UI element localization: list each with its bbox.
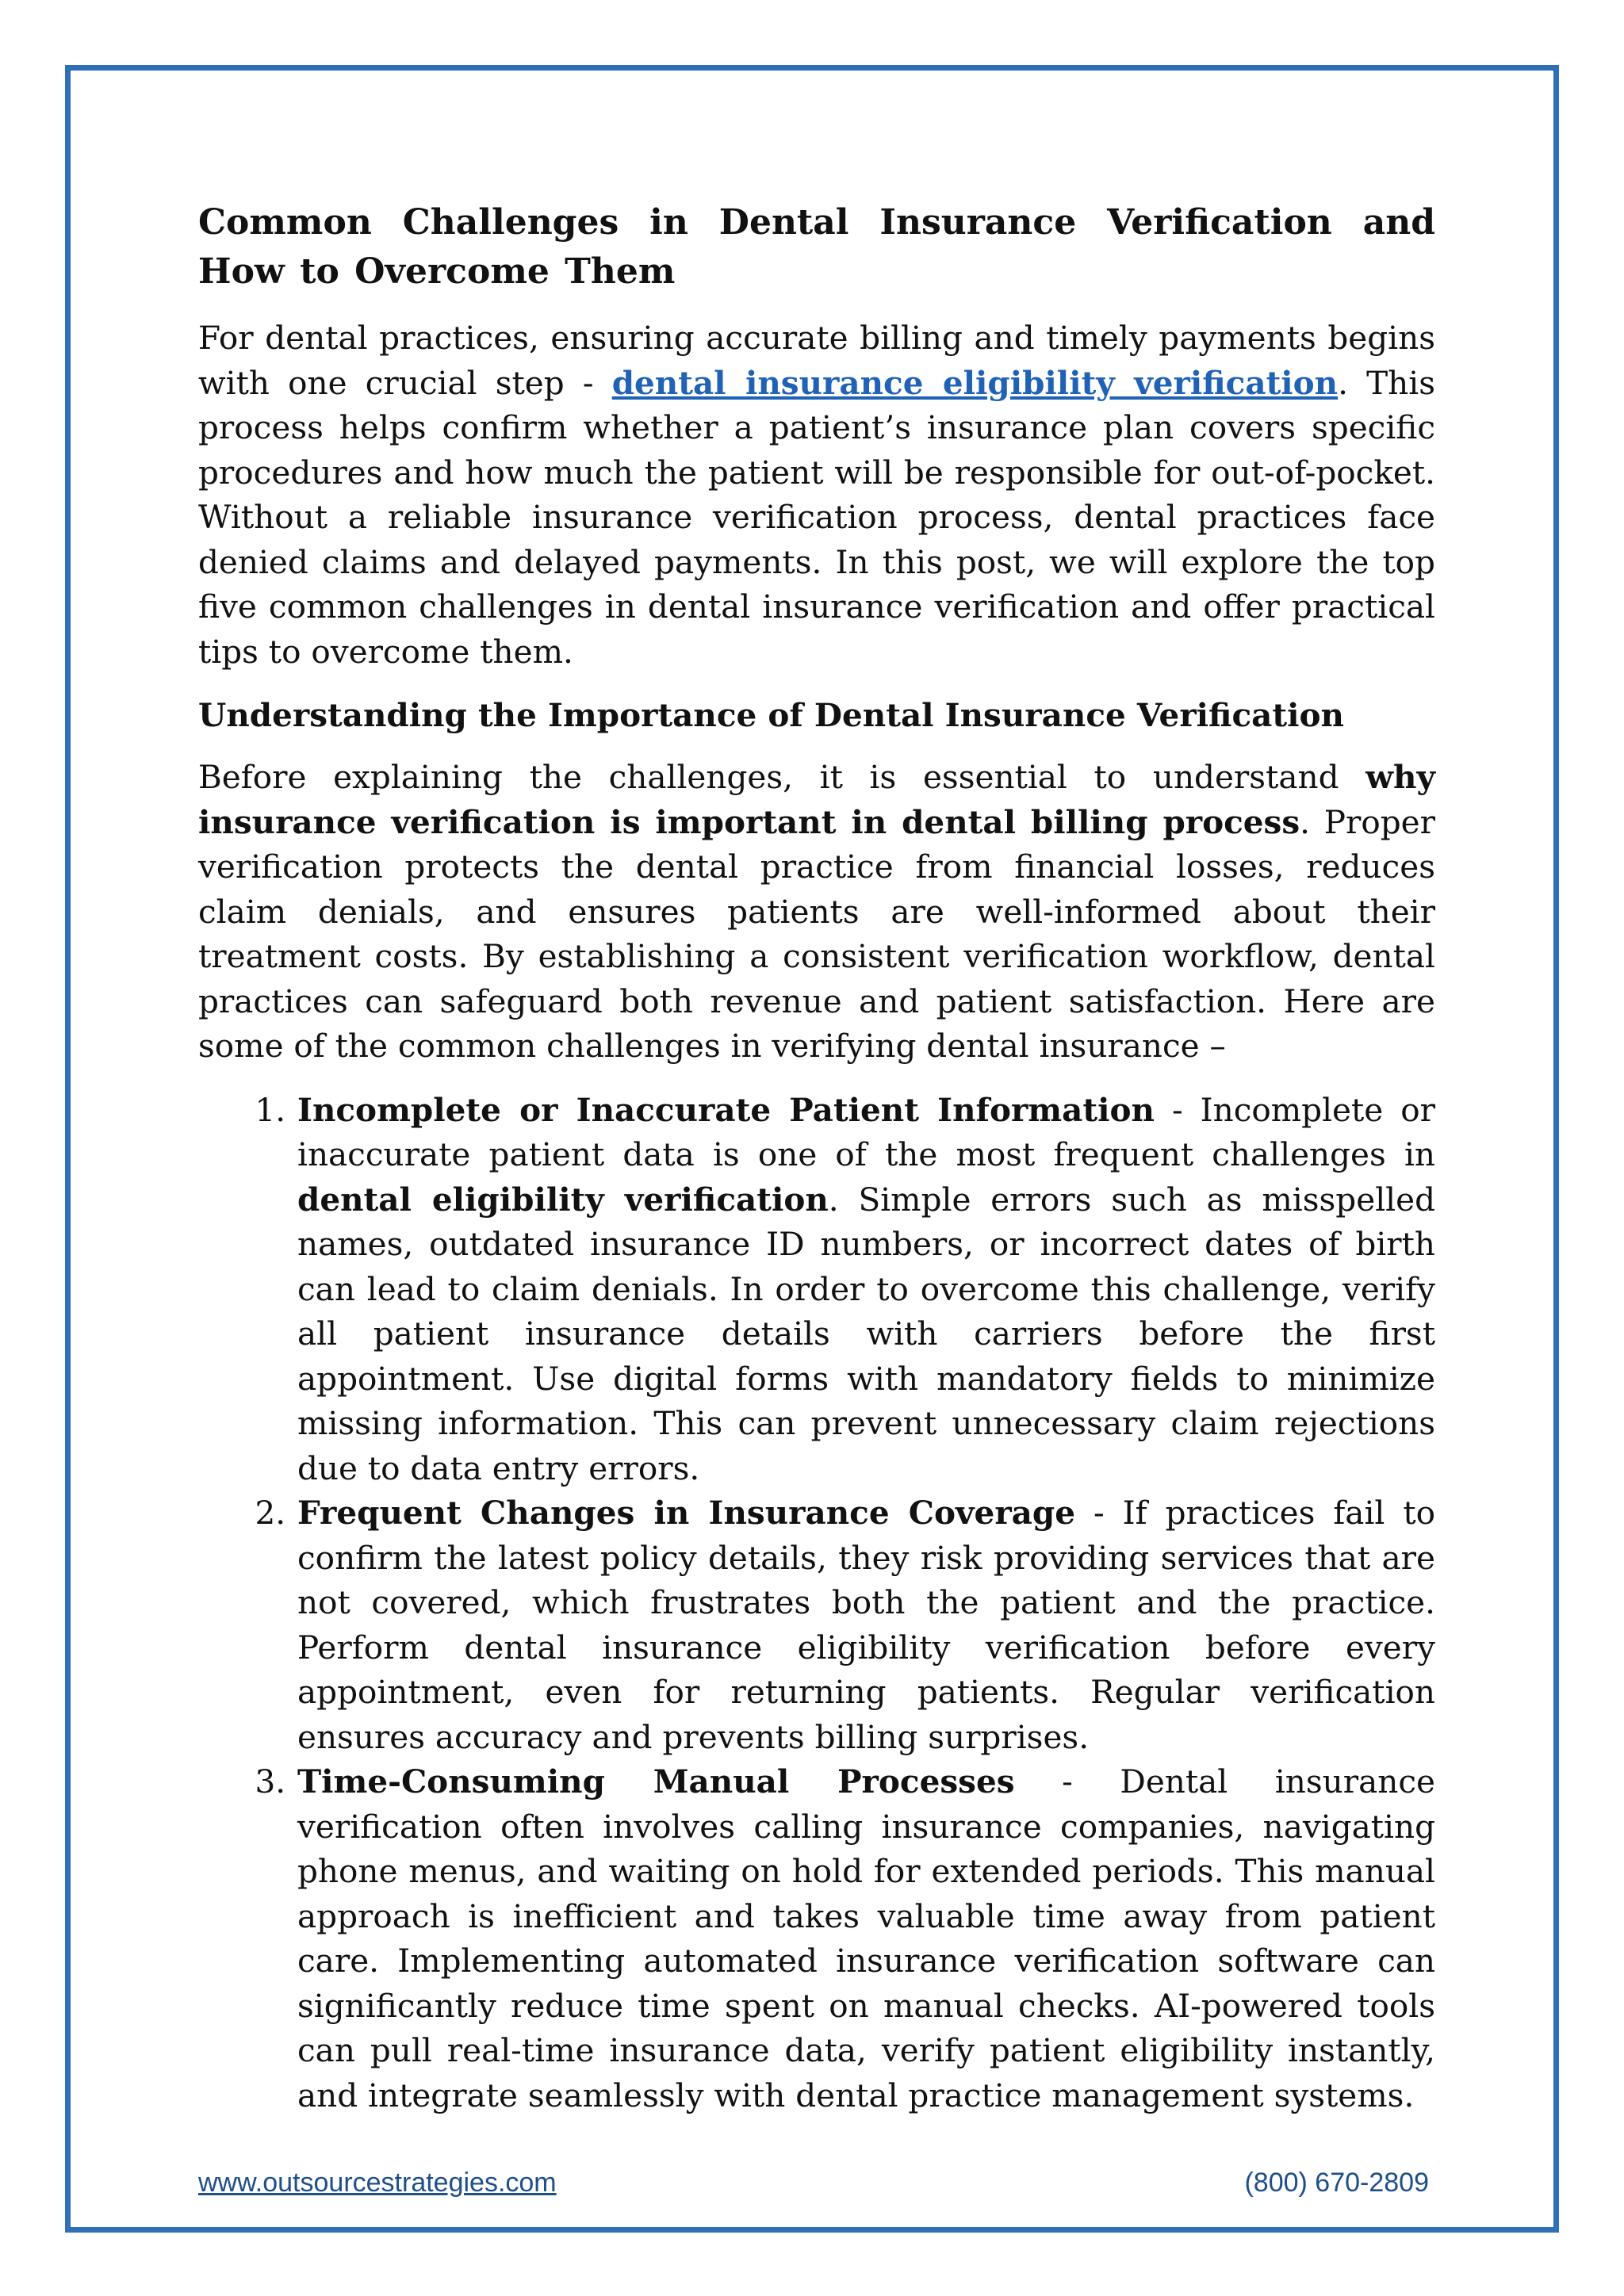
article-title: Common Challenges in Dental Insurance Verification and How to Overcome Them bbox=[198, 202, 1435, 292]
intro-paragraph: For dental practices, ensuring accurate billing and timely payments begins with one crucial step - dental insurance eligibility verification. This process helps confirm whether a patient’s insurance plan covers specific procedures and how much the patient will be responsible for out-of-pocket. Without a reliable insurance verification process, dental practices face denied claims and delayed payments. In this post, we will explore the top five common challenges in dental insurance verification and offer practical tips to overcome them. bbox=[198, 319, 1436, 671]
list-item: 3. Time-Consuming Manual Processes - Dental insurance verification often involves calling insurance companies, navigating phone menus, and waiting on hold for extended periods. This manual approach is inefficient and takes valuable time away from patient care. Implementing automated insurance verification software can significantly reduce time spent on manual checks. AI-powered tools can pull real-time insurance data, verify patient eligibility instantly, and integrate seamlessly with dental practice management systems. bbox=[296, 1759, 1435, 2118]
list-item: 2. Frequent Changes in Insurance Coverage - If practices fail to confirm the latest policy details, they risk providing services that are not covered, which frustrates both the patient and the practice. Perform dental insurance eligibility verification before every appointment, even for returning patients. Regular verification ensures accuracy and prevents billing surprises. bbox=[296, 1490, 1435, 1759]
section-heading: Understanding the Importance of Dental Insurance Verification bbox=[198, 696, 1344, 734]
article-body bbox=[198, 198, 1435, 2118]
section-paragraph: Before explaining the challenges, it is essential to understand why insurance verification is important in dental billing process. Proper verification protects the dental practice from financial losses, reduces claim denials, and ensures patients are well-informed about their treatment costs. By establishing a consistent verification workflow, dental practices can safeguard both revenue and patient satisfaction. Here are some of the common challenges in verifying dental insurance – bbox=[198, 758, 1435, 1065]
challenge-title: Time-Consuming Manual Processes bbox=[297, 1762, 1015, 1800]
challenge-title: Frequent Changes in Insurance Coverage bbox=[297, 1494, 1075, 1532]
challenge-title: Incomplete or Inaccurate Patient Information bbox=[297, 1090, 1155, 1129]
eligibility-verification-link[interactable]: dental insurance eligibility verification bbox=[611, 363, 1339, 402]
website-link[interactable]: www.outsourcestrategies.com bbox=[198, 2168, 557, 2198]
challenges-list bbox=[198, 1088, 1435, 2118]
list-item: 1. Incomplete or Inaccurate Patient Information - Incomplete or inaccurate patient data is one of the most frequent challenges in dental eligibility verification. Simple errors such as misspelled names, outdated insurance ID numbers, or incorrect dates of birth can lead to claim denials. In order to overcome this challenge, verify all patient insurance details with carriers before the first appointment. Use digital forms with mandatory fields to minimize missing information. This can prevent unnecessary claim rejections due to data entry errors. bbox=[296, 1088, 1435, 1491]
page-footer bbox=[198, 2168, 1429, 2198]
phone-number: (800) 670-2809 bbox=[1244, 2168, 1429, 2198]
